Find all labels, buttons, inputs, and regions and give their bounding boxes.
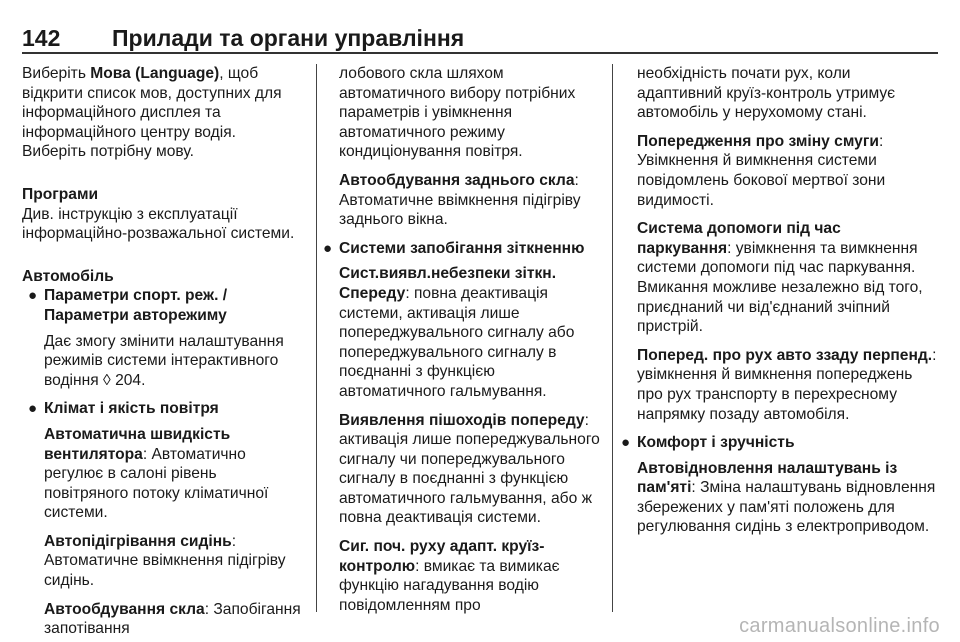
park-assist: Система допомоги під час паркування: увімкнення та вимкнення системи допомоги під час паркування. Вмикання можливе незалежно від того, приєднаний чи від'єднаний зчіпний пристрій. [637, 220, 923, 336]
watermark: carmanualsonline.info [739, 615, 940, 637]
sport-mode-text: Дає змогу змінити налаштування режимів системи інтерактивного водіння ◊ 204. [44, 332, 284, 389]
bullet-comfort: ● Комфорт і зручність [621, 434, 795, 452]
column-divider-2 [612, 64, 613, 612]
bullet-icon: ● [621, 434, 631, 452]
column-1 [22, 64, 304, 639]
memory-recall: Автовідновлення налаштувань із пам'яті: Зміна налаштувань відновлення збережених у пам'яті положень для регулювання сидінь з електроприводом. [637, 459, 936, 536]
auto-defog: Автообдування скла: Запобігання запотівання [44, 600, 301, 638]
page-ref: 204. [115, 371, 146, 389]
vehicle-heading: Автомобіль [22, 267, 114, 285]
header-rule [22, 52, 938, 54]
acc-continued: необхідність почати рух, коли адаптивний круїз-контроль утримує автомобіль у нерухомому стані. [637, 65, 896, 122]
programs-heading: Програми [22, 185, 99, 203]
page-ref-icon: ◊ [103, 371, 111, 389]
acc-start-alert: Сиг. поч. руху адапт. круїз-контролю: вмикає та вимикає функцію нагадування водію повідомленням про [339, 538, 560, 614]
auto-fan-speed: Автоматична швидкість вентилятора: Автоматично регулює в салоні рівень повітряного потоку кліматичної системи. [44, 425, 269, 522]
rear-cross-traffic: Поперед. про рух авто ззаду перпенд.: увімкнення й вимкнення попереджень про рух транспорту в перехресному напрямку позаду автомобіля. [637, 346, 937, 423]
language-menu-label: Мова (Language) [90, 65, 220, 82]
bullet-climate: ● Клімат і якість повітря [28, 400, 219, 418]
column-divider-1 [316, 64, 317, 612]
auto-rear-defog: Автообдування заднього скла: Автоматичне ввімкнення підігріву заднього вікна. [339, 171, 581, 229]
programs-text: Див. інструкцію з експлуатації інформаційно-розважальної системи. [22, 205, 295, 243]
defog-continued: лобового скла шляхом автоматичного вибору потрібних параметрів і увімкнення автоматичного режиму кондиціонування повітря. [339, 65, 576, 161]
lane-change-alert: Попередження про зміну смуги: Увімкнення й вимкнення системи повідомлень бокової мертвої зони видимості. [637, 132, 886, 209]
bullet-icon: ● [28, 287, 38, 305]
column-3 [621, 64, 939, 537]
column-2 [323, 64, 601, 615]
forward-collision: Сист.виявл.небезпеки зіткн. Спереду: повна деактивація системи, активація лише попереджувального сигналу або попереджувального сигналу в поєднанні з функцією автоматичного гальмування. [339, 265, 575, 400]
bullet-collision: ● Системи запобігання зіткненню [323, 239, 585, 257]
pedestrian-detection: Виявлення пішоходів попереду: активація лише попереджувального сигналу чи попереджувального сигналу в поєднанні з функцією автоматичного гальмування, або ж повна деактивація системи. [339, 411, 600, 527]
auto-seat-heating: Автопідігрівання сидінь: Автоматичне ввімкнення підігріву сидінь. [44, 532, 286, 590]
chapter-title: Прилади та органи управління [112, 25, 465, 51]
bullet-icon: ● [323, 239, 333, 257]
bullet-sport-mode: ● Параметри спорт. реж. / Параметри авторежиму [28, 287, 228, 324]
language-paragraph: Виберіть Мова (Language), щоб відкрити список мов, доступних для інформаційного дисплея та інформаційного центру водія. Виберіть потрібну мову. [22, 65, 282, 161]
page-header [22, 24, 938, 52]
bullet-icon: ● [28, 400, 38, 418]
page-number: 142 [22, 25, 61, 51]
